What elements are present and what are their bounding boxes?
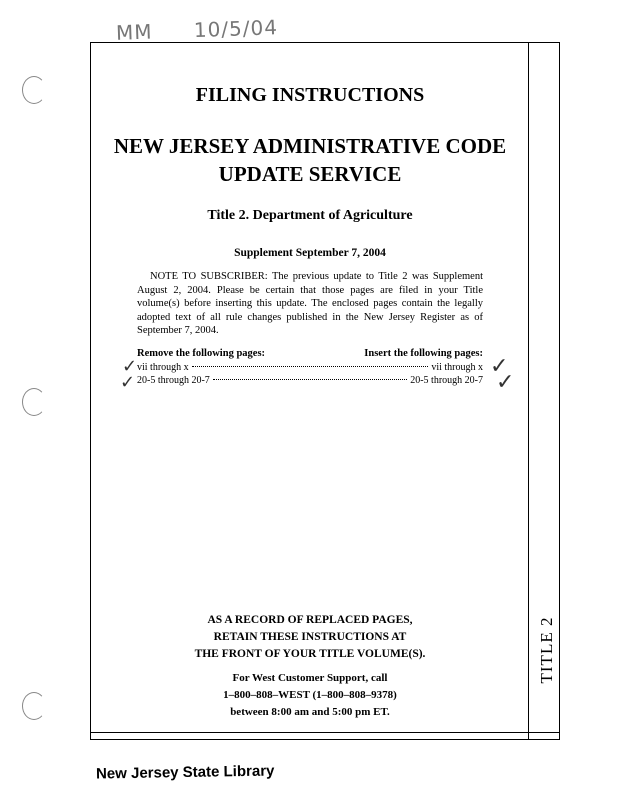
library-stamp: New Jersey State Library: [95, 762, 275, 783]
supplement-date: Supplement September 7, 2004: [234, 247, 386, 259]
dot-leader: [192, 366, 429, 367]
remove-pages: 20-5 through 20-7: [137, 375, 210, 386]
code-heading-line1: NEW JERSEY ADMINISTRATIVE CODE: [113, 134, 507, 158]
handwritten-date: 10/5/04: [193, 15, 279, 43]
support-hours: between 8:00 am and 5:00 pm ET.: [230, 706, 390, 718]
insert-header: Insert the following pages:: [364, 348, 483, 359]
page-row: [137, 362, 483, 373]
customer-support: [90, 670, 530, 721]
insert-pages: 20-5 through 20-7: [410, 375, 483, 386]
code-heading-line2: UPDATE SERVICE: [218, 162, 402, 186]
punch-hole-icon: [22, 388, 46, 416]
insert-pages: vii through x: [431, 362, 483, 373]
subscriber-note: NOTE TO SUBSCRIBER: The previous update to Title 2 was Supplement August 2, 2004. Please be certain that those pages are filed in your Title volume(s) before inserting this update. The enclosed pages contain the legally adopted text of all rule changes published in the New Jersey Register as of September 7, 2004.: [137, 271, 483, 337]
page-row: [137, 375, 483, 386]
dot-leader: [213, 379, 407, 380]
punch-hole-icon: [22, 692, 46, 720]
handwritten-annotation: [116, 15, 279, 45]
remove-pages: vii through x: [137, 362, 189, 373]
title-subtitle: Title 2. Department of Agriculture: [207, 208, 413, 223]
check-mark-icon: ✓: [490, 354, 509, 379]
remove-header: Remove the following pages:: [137, 348, 266, 359]
support-phone: 1–800–808–WEST (1–800–808–9378): [223, 689, 397, 701]
record-line2: RETAIN THESE INSTRUCTIONS AT: [213, 631, 407, 643]
title-tab-label: TITLE 2: [537, 616, 556, 684]
check-mark-icon: ✓: [496, 370, 515, 395]
record-line1: AS A RECORD OF REPLACED PAGES,: [207, 614, 413, 626]
record-line3: THE FRONT OF YOUR TITLE VOLUME(S).: [194, 648, 426, 660]
record-instructions: [90, 612, 530, 663]
check-mark-icon: ✓: [120, 372, 136, 393]
page-title: FILING INSTRUCTIONS: [195, 84, 425, 106]
code-heading: [90, 132, 530, 188]
check-mark-icon: ✓: [122, 356, 138, 377]
handwritten-initials: MM: [115, 19, 153, 45]
support-line1: For West Customer Support, call: [232, 672, 388, 684]
punch-hole-icon: [22, 76, 46, 104]
pages-header: [137, 348, 483, 359]
